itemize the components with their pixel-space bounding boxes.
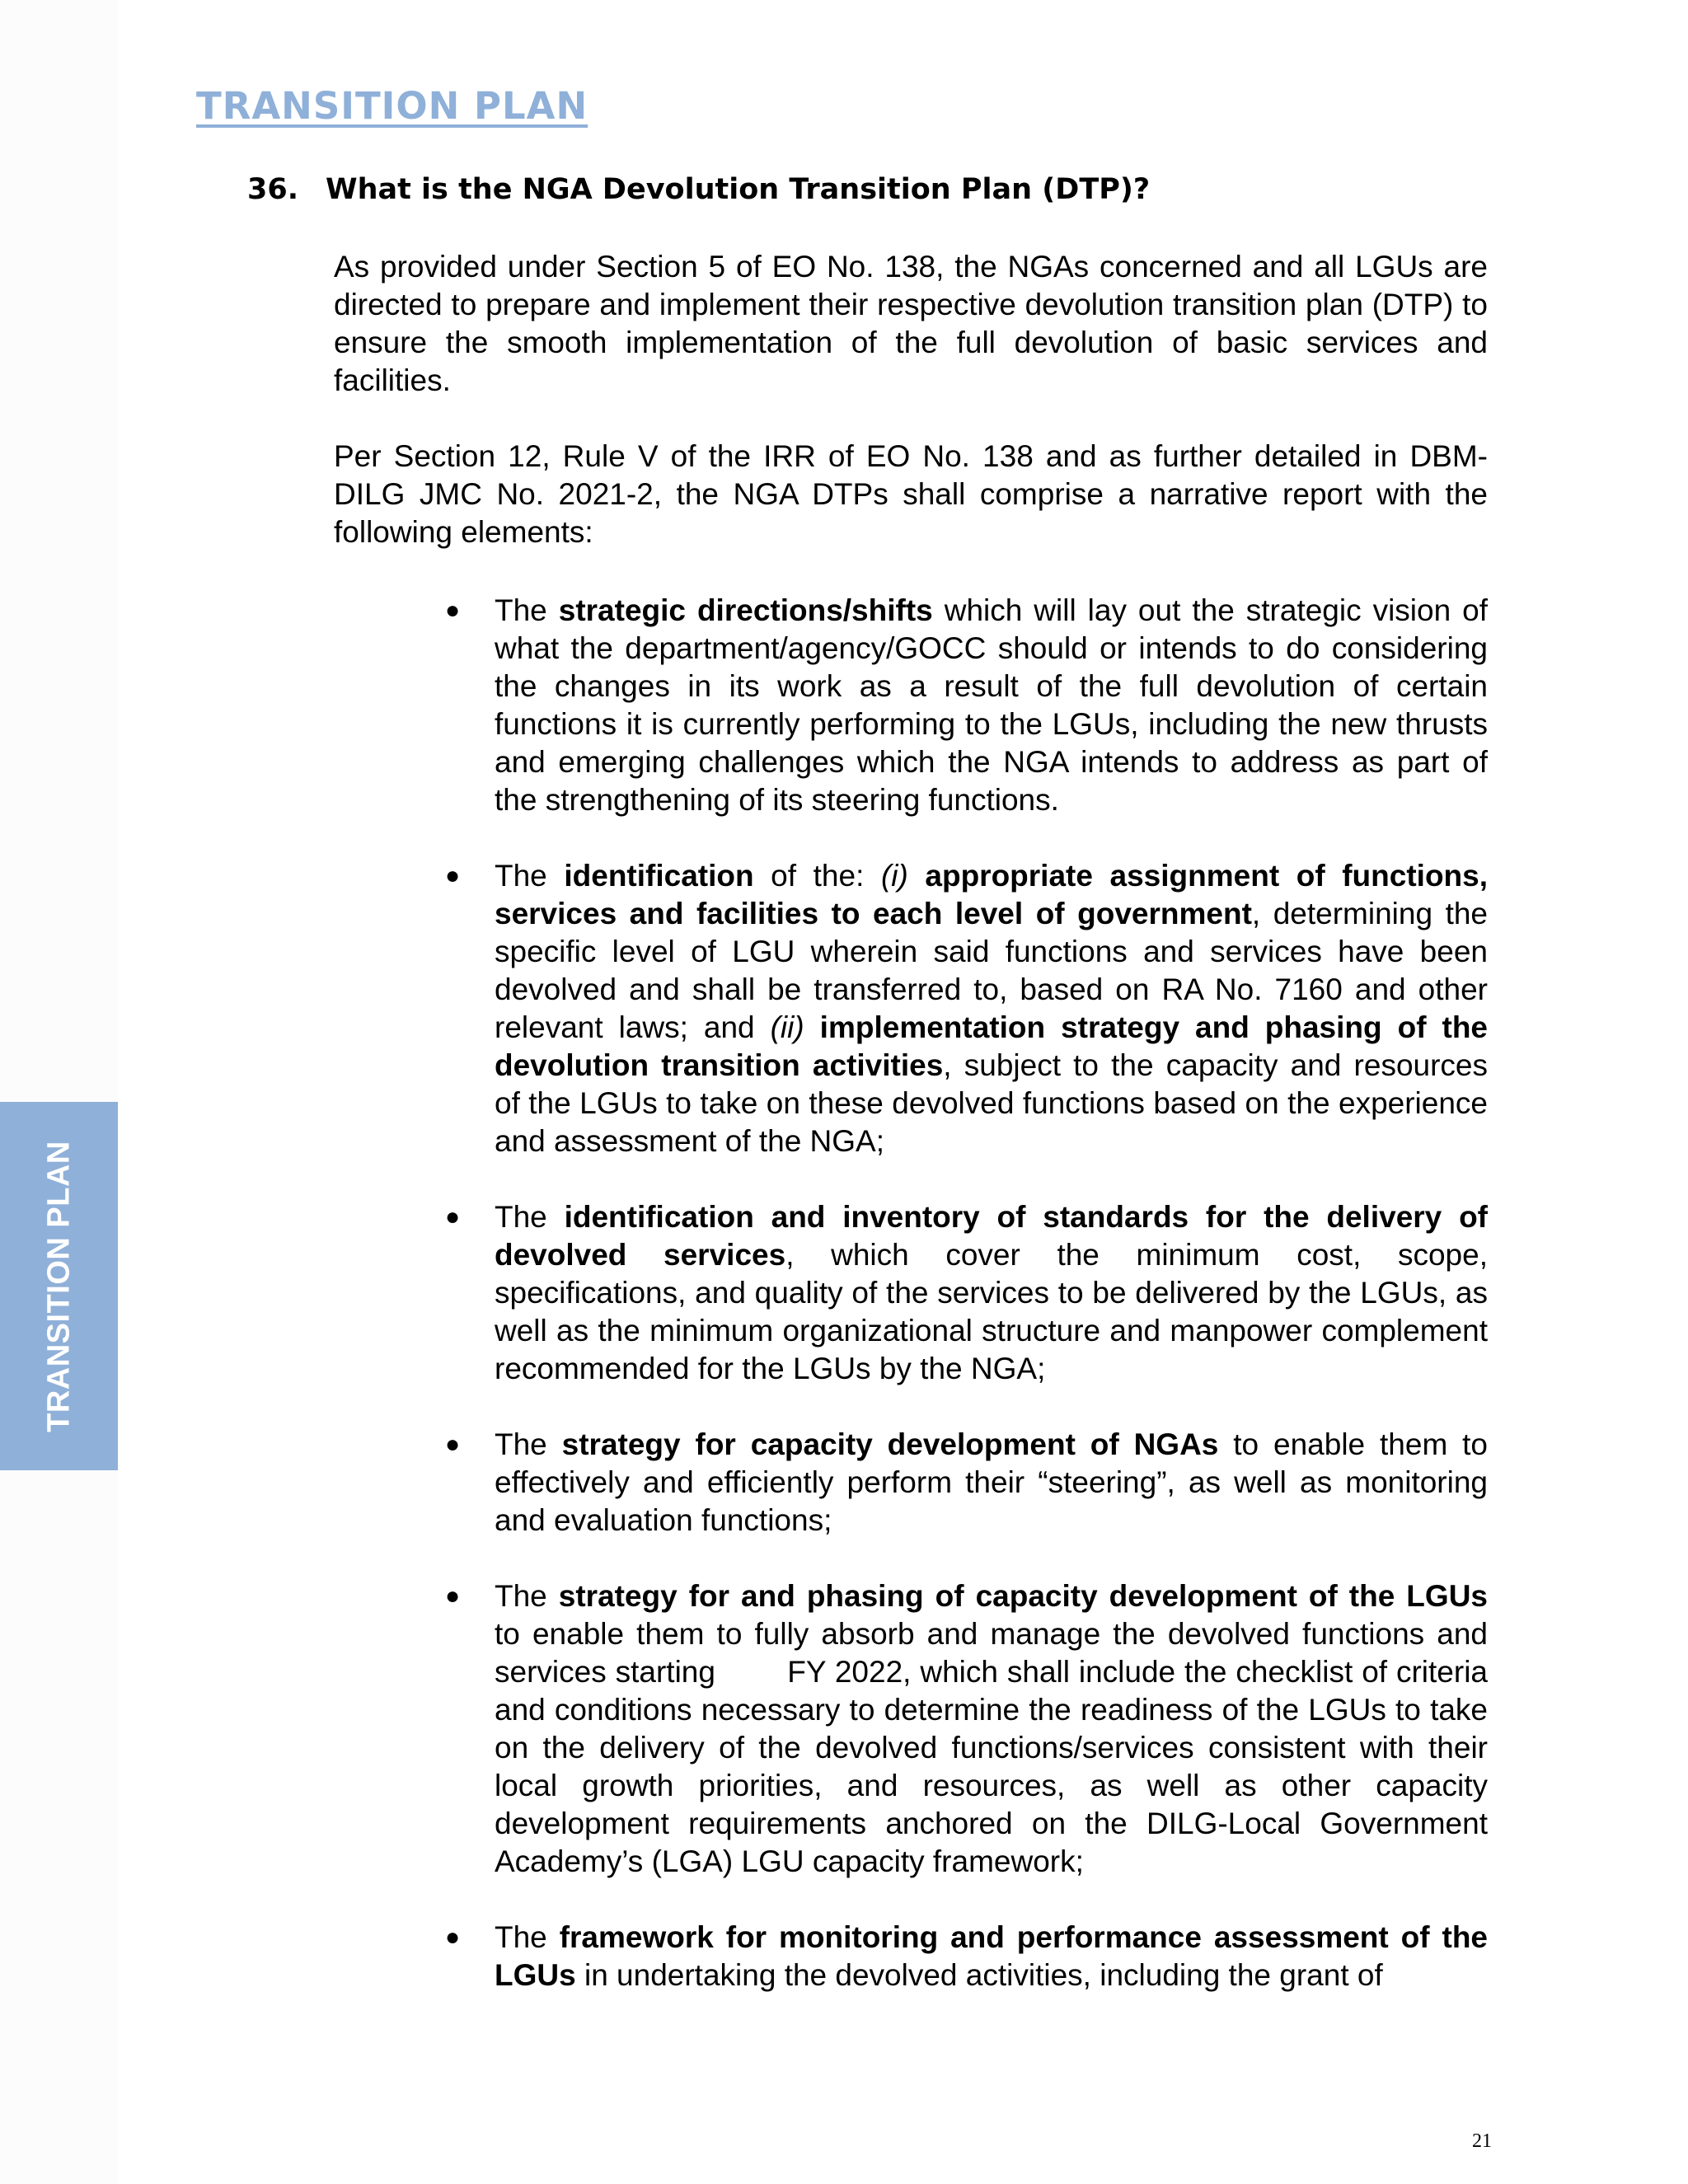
list-item-monitoring — [445, 1919, 1488, 1994]
item-text: to enable them to fully absorb and manage the devolved functions and services starting FY 2022, which shall include the checklist of criteria and conditions necessary to determine the readiness of the LGUs to take on the delivery of the devolved functions/services consistent with their local growth priorities, and resources, as well as other capacity development requirements anchored on the DILG-Local Government Academy’s (LGA) LGU capacity framework; — [495, 1579, 1497, 1878]
item-emphasis: identification and inventory of standards for the delivery of devolved services — [495, 1200, 1488, 1272]
item-text: , subject to the capacity and resources of the LGUs to take on these devolved functions based on the experience and assessment of the NGA; — [495, 1048, 1488, 1158]
item-text: The — [495, 859, 565, 893]
paragraph-2: Per Section 12, Rule V of the IRR of EO No. 138 and as further detailed in DBM-DILG JMC No. 2021-2, the NGA DTPs shall comprise a narrative report with the following elements: — [334, 439, 1488, 549]
item-text: which will lay out the strategic vision of what the department/agency/GOCC should or intends to do considering the changes in its work as a result of the full devolution of certain functions it is currently performing to the LGUs, including the new thrusts and emerging challenges which the NGA intends to address as part of the strengthening of its steering functions. — [495, 593, 1489, 817]
item-text: The — [495, 1200, 565, 1234]
item-text: The — [495, 1427, 562, 1461]
bullet-marker: ● — [445, 1203, 461, 1230]
side-tab-label: TRANSITION PLAN — [41, 1140, 76, 1432]
list-item-identification — [445, 857, 1488, 1160]
page-margin — [0, 0, 118, 2184]
item-emphasis: strategy for capacity development of NGAs — [561, 1427, 1219, 1461]
list-item-strategic-directions — [445, 592, 1488, 819]
item-emphasis: appropriate assignment of functions, services and facilities to each level of government — [495, 859, 1488, 930]
item-italic: (ii) — [770, 1010, 804, 1044]
item-text: The — [495, 593, 559, 627]
bullet-marker: ● — [445, 597, 461, 624]
bullet-marker: ● — [445, 862, 461, 889]
page-number: 21 — [1472, 2130, 1492, 2152]
side-tab — [0, 1102, 118, 1470]
item-text: of the: — [753, 859, 881, 893]
item-text: in undertaking the devolved activities, including the grant of — [575, 1958, 1383, 1992]
list-item-nga-capacity — [445, 1426, 1488, 1540]
question-heading — [247, 173, 1150, 206]
section-title: TRANSITION PLAN — [196, 84, 588, 128]
item-emphasis: strategy for and phasing of capacity development of the LGUs — [558, 1579, 1488, 1613]
item-text: The — [495, 1579, 559, 1613]
bullet-marker: ● — [445, 1582, 461, 1610]
bullet-marker: ● — [445, 1431, 461, 1458]
bullet-marker: ● — [445, 1924, 461, 1951]
elements-list — [445, 592, 1497, 2032]
question-number: 36. — [247, 173, 299, 206]
question-text: What is the NGA Devolution Transition Plan (DTP)? — [326, 173, 1151, 206]
item-emphasis: implementation strategy and phasing of the devolution transition activities — [495, 1010, 1488, 1082]
item-emphasis: strategic directions/shifts — [558, 593, 933, 627]
item-emphasis: framework for monitoring and performance assessment of the LGUs — [495, 1920, 1488, 1992]
list-item-lgu-capacity — [445, 1577, 1497, 1881]
item-text: The — [495, 1920, 560, 1954]
item-text: , determining the specific level of LGU wherein said functions and services have been devolved and shall be transferred to, based on RA No. 7160 and other relevant laws; and — [495, 897, 1488, 1044]
item-text: , which cover the minimum cost, scope, specifications, and quality of the services to be delivered by the LGUs, as well as the minimum organizational structure and manpower complement recommended for the LGUs by the NGA; — [495, 1238, 1488, 1385]
item-italic: (i) — [880, 859, 908, 893]
item-emphasis: identification — [564, 859, 754, 893]
paragraph-1: As provided under Section 5 of EO No. 138, the NGAs concerned and all LGUs are directed to prepare and implement their respective devolution transition plan (DTP) to ensure the smooth implementation of the full devolution of basic services and facilities. — [334, 250, 1488, 397]
item-text: to enable them to effectively and efficiently perform their “steering”, as well as monitoring and evaluation functions; — [495, 1427, 1489, 1537]
list-item-standards — [445, 1198, 1488, 1388]
